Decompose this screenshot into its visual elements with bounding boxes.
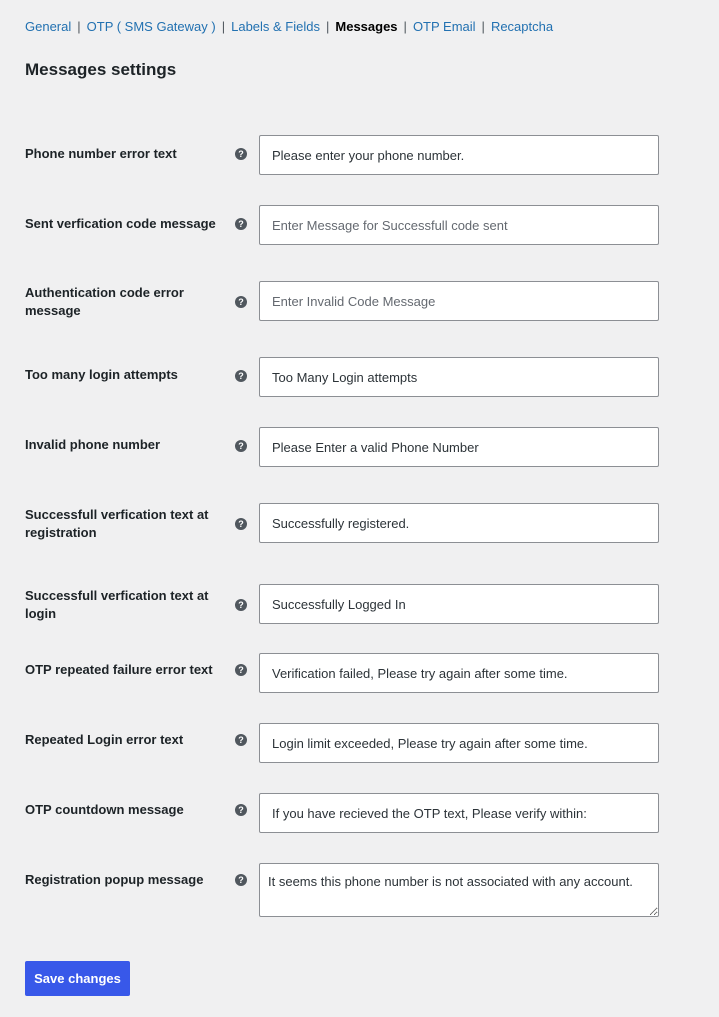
nav-separator: | <box>77 19 81 34</box>
too-many-attempts-input[interactable] <box>259 357 659 397</box>
settings-subnav <box>25 18 553 36</box>
nav-separator: | <box>326 19 330 34</box>
help-tip-icon[interactable]: ? <box>235 599 247 611</box>
phone-number-error-input[interactable] <box>259 135 659 175</box>
field-label: Registration popup message <box>25 872 204 887</box>
field-label: OTP repeated failure error text <box>25 662 213 677</box>
registration-success-input[interactable] <box>259 503 659 543</box>
help-tip-icon[interactable]: ? <box>235 296 247 308</box>
nav-separator: | <box>403 19 407 34</box>
nav-separator: | <box>481 19 485 34</box>
help-tip-icon[interactable]: ? <box>235 370 247 382</box>
auth-code-error-input[interactable] <box>259 281 659 321</box>
otp-failure-input[interactable] <box>259 653 659 693</box>
tab-otp-email[interactable]: OTP Email <box>412 19 476 34</box>
login-success-input[interactable] <box>259 584 659 624</box>
help-tip-icon[interactable]: ? <box>235 440 247 452</box>
page-title: Messages settings <box>25 60 177 79</box>
help-tip-icon[interactable]: ? <box>235 804 247 816</box>
login-limit-input[interactable] <box>259 723 659 763</box>
tab-otp-sms-gateway[interactable]: OTP ( SMS Gateway ) <box>86 19 216 34</box>
field-label: Repeated Login error text <box>25 732 184 747</box>
invalid-phone-input[interactable] <box>259 427 659 467</box>
field-label: Successfull verfication text at registration <box>25 507 209 540</box>
help-tip-icon[interactable]: ? <box>235 518 247 530</box>
field-label: Authentication code error message <box>25 285 184 318</box>
nav-separator: | <box>221 19 226 34</box>
help-tip-icon[interactable]: ? <box>235 218 247 230</box>
field-label: Phone number error text <box>25 146 177 161</box>
field-label: Sent verfication code message <box>25 216 216 231</box>
field-label: Invalid phone number <box>25 437 161 452</box>
tab-general[interactable]: General <box>25 19 72 34</box>
help-tip-icon[interactable]: ? <box>235 874 247 886</box>
field-label: Successfull verfication text at login <box>25 588 209 621</box>
tab-messages: Messages <box>335 19 398 34</box>
tab-recaptcha[interactable]: Recaptcha <box>490 19 554 34</box>
help-tip-icon[interactable]: ? <box>235 734 247 746</box>
help-tip-icon[interactable]: ? <box>235 664 247 676</box>
help-tip-icon[interactable]: ? <box>235 148 247 160</box>
sent-code-message-input[interactable] <box>259 205 659 245</box>
otp-countdown-input[interactable] <box>259 793 659 833</box>
tab-labels-fields[interactable]: Labels & Fields <box>231 19 320 34</box>
save-changes-button[interactable]: Save changes <box>25 961 130 996</box>
field-label: Too many login attempts <box>25 367 178 382</box>
field-label: OTP countdown message <box>25 802 184 817</box>
registration-popup-textarea[interactable] <box>259 863 659 917</box>
